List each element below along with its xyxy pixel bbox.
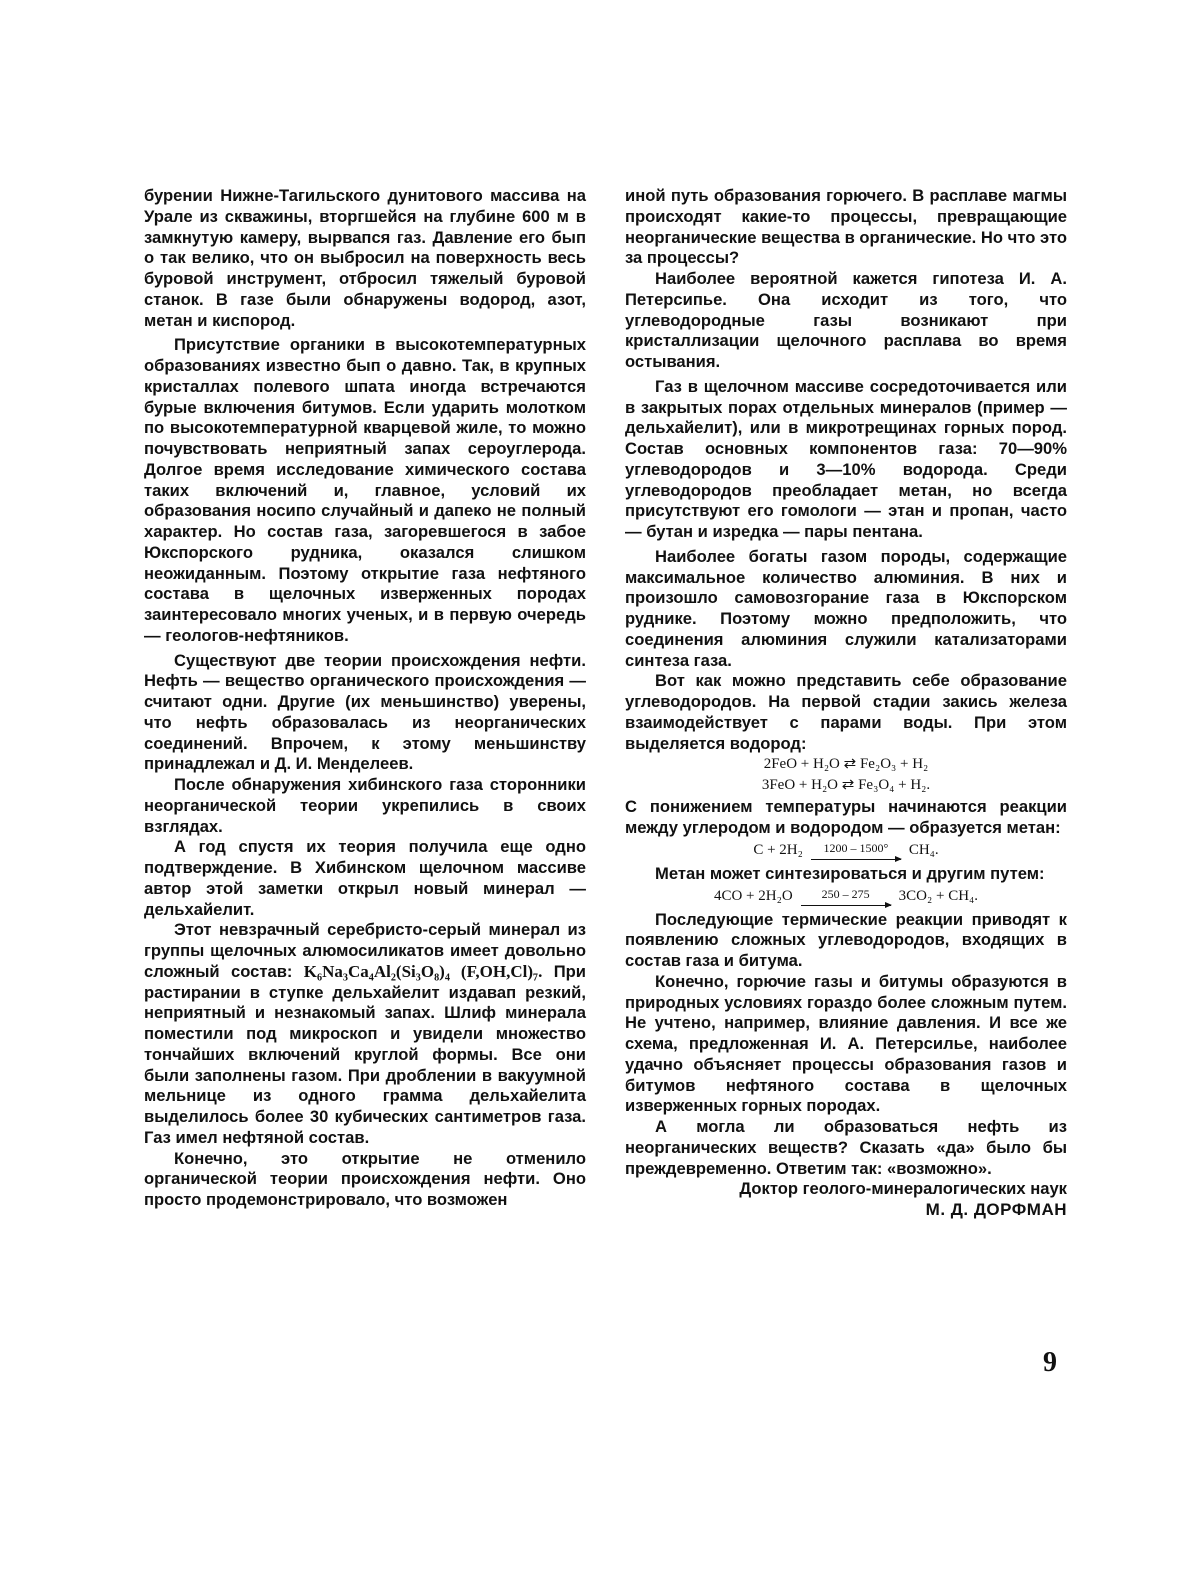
- paragraph: Вот как можно представить себе образование углеводородов. На первой стадии закись железа взаимодействует с парами воды. При этом выделяется водород:: [625, 671, 1067, 753]
- right-column: [625, 186, 1067, 1221]
- reaction-arrow: [801, 888, 891, 906]
- paragraph: Метан может синтезироваться и другим путем:: [655, 863, 1045, 883]
- author-name: М. Д. ДОРФМАН: [925, 1200, 1067, 1219]
- paragraph-intro: Этот невзрачный серебристо-серый минерал из группы щелочных алюмосиликатов имеет довольно сложный состав:: [144, 920, 586, 981]
- paragraph: Последующие термические реакции приводят к появлению сложных углеводородов, входящих в состав газа и битума.: [625, 909, 1067, 970]
- equation-left: C + 2H₂: [753, 841, 803, 858]
- equation: 3FeO + H₂O ⇄ Fe₃O₄ + H₂.: [761, 777, 931, 794]
- equation: [625, 887, 1067, 906]
- reaction-condition: 250 – 275: [821, 886, 870, 901]
- left-column: [144, 186, 586, 1211]
- equation: [625, 841, 1067, 860]
- arrow-icon: [811, 859, 901, 860]
- page-number: 9: [1043, 1347, 1057, 1378]
- paragraph: бурении Нижне-Тагильского дунитового массива на Урале из скважины, вторгшейся на глубине 600 м в замкнутую камеру, вырвапся газ. Давление его бып о так велико, что он выбросил на поверхность весь буровой инструмент, отбросил тяжелый буровой станок. В газе были обнаружены водород, азот, метан и киспород.: [144, 186, 586, 330]
- paragraph: А могла ли образоваться нефть из неорганических веществ? Сказать «да» было бы преждевременно. Ответим так: «возможно».: [625, 1117, 1067, 1178]
- author-title: Доктор геолого-минералогических наук: [739, 1179, 1067, 1199]
- paragraph: После обнаружения хибинского газа сторонники неорганической теории укрепились в своих взглядах.: [144, 775, 586, 836]
- equation-right: 3CO₂ + CH₄.: [898, 887, 979, 904]
- paragraph: Наиболее вероятной кажется гипотеза И. А. Петерсипье. Она исходит из того, что углеводородные газы возникают при кристаллизации щелочного расплава во время остывания.: [625, 269, 1067, 371]
- paragraph-rest: При растирании в ступке дельхайелит издавап резкий, неприятный и незнакомый запах. Шлиф минерала поместили под микроскоп и увидели множество тончайших включений круглой формы. Все они были заполнены газом. При дроблении в вакуумной мельнице из одного грамма дельхайелита выделилось более 30 кубических сантиметров газа. Газ имел нефтяной состав.: [144, 961, 586, 1147]
- arrow-icon: [801, 905, 891, 906]
- reaction-arrow: [811, 842, 901, 860]
- equation-right: CH₄.: [908, 841, 939, 858]
- equation: 2FeO + H₂O ⇄ Fe₂O₃ + H₂: [763, 756, 929, 773]
- paragraph: [144, 920, 586, 1148]
- mineral-formula: K₆Na₃Ca₄Al₂(Si₃O₈)₄ (F,OH,Cl)₇.: [303, 961, 543, 981]
- paragraph: Конечно, это открытие не отменило органической теории происхождения нефти. Оно просто продемонстрировало, что возможен: [144, 1148, 586, 1209]
- paragraph: А год спустя их теория получила еще одно подтверждение. В Хибинском щелочном массиве автор этой заметки открыл новый минерал — дельхайелит.: [144, 837, 586, 919]
- paragraph: Наиболее богаты газом породы, содержащие максимальное количество алюминия. В них и произошло самовозгорание газа в Юкспорском руднике. Поэтому можно предположить, что соединения алюминия служили катализаторами синтеза газа.: [625, 546, 1067, 670]
- paragraph: иной путь образования горючего. В расплаве магмы происходят какие-то процессы, превращающие неорганические вещества в органические. Но что это за процессы?: [625, 186, 1067, 268]
- paragraph: Газ в щелочном массиве сосредоточивается или в закрытых порах отдельных минералов (пример — дельхайелит), или в микротрещинах горных пород. Состав основных компонентов газа: 70—90% углеводородов и 3—10% водорода. Среди углеводородов преобладает метан, но всегда присутствуют его гомологи — этан и пропан, часто — бутан и изредка — пары пентана.: [625, 376, 1067, 541]
- paragraph: С понижением температуры начинаются реакции между углеродом и водородом — образуется метан:: [625, 797, 1067, 837]
- signature: [625, 1179, 1067, 1221]
- paragraph: Существуют две теории происхождения нефти. Нефть — вещество органического происхождения — считают одни. Другие (их меньшинство) уверены, что нефть образовалась из неорганических соединений. Впрочем, к этому меньшинству принадлежал и Д. И. Менделеев.: [144, 650, 586, 774]
- equation-left: 4CO + 2H₂O: [713, 887, 793, 904]
- paragraph: Конечно, горючие газы и битумы образуются в природных условиях гораздо более сложным путем. Не учтено, например, влияние давления. И все же схема, предложенная И. А. Петерсилье, наиболее удачно объясняет процессы образования газов и битумов нефтяного состава в щелочных изверженных горных породах.: [625, 971, 1067, 1116]
- paragraph: Присутствие органики в высокотемпературных образованиях известно бып о давно. Так, в крупных кристаллах полевого шпата иногда встречаются бурые включения битумов. Если ударить молотком по высокотемпературной кварцевой жиле, то можно почувствовать неприятный запах сероуглерода. Долгое время исследование химического состава таких включений и, главное, условий их образования носипо случайный и дапеко не полный характер. Но состав газа, загоревшегося в забое Юкспорского рудника, оказался слишком неожиданным. Поэтому открытие газа нефтяного состава в щелочных изверженных породах заинтересовало многих ученых, и в первую очередь — геологов-нефтяников.: [144, 335, 586, 645]
- reaction-condition: 1200 – 1500°: [823, 840, 889, 855]
